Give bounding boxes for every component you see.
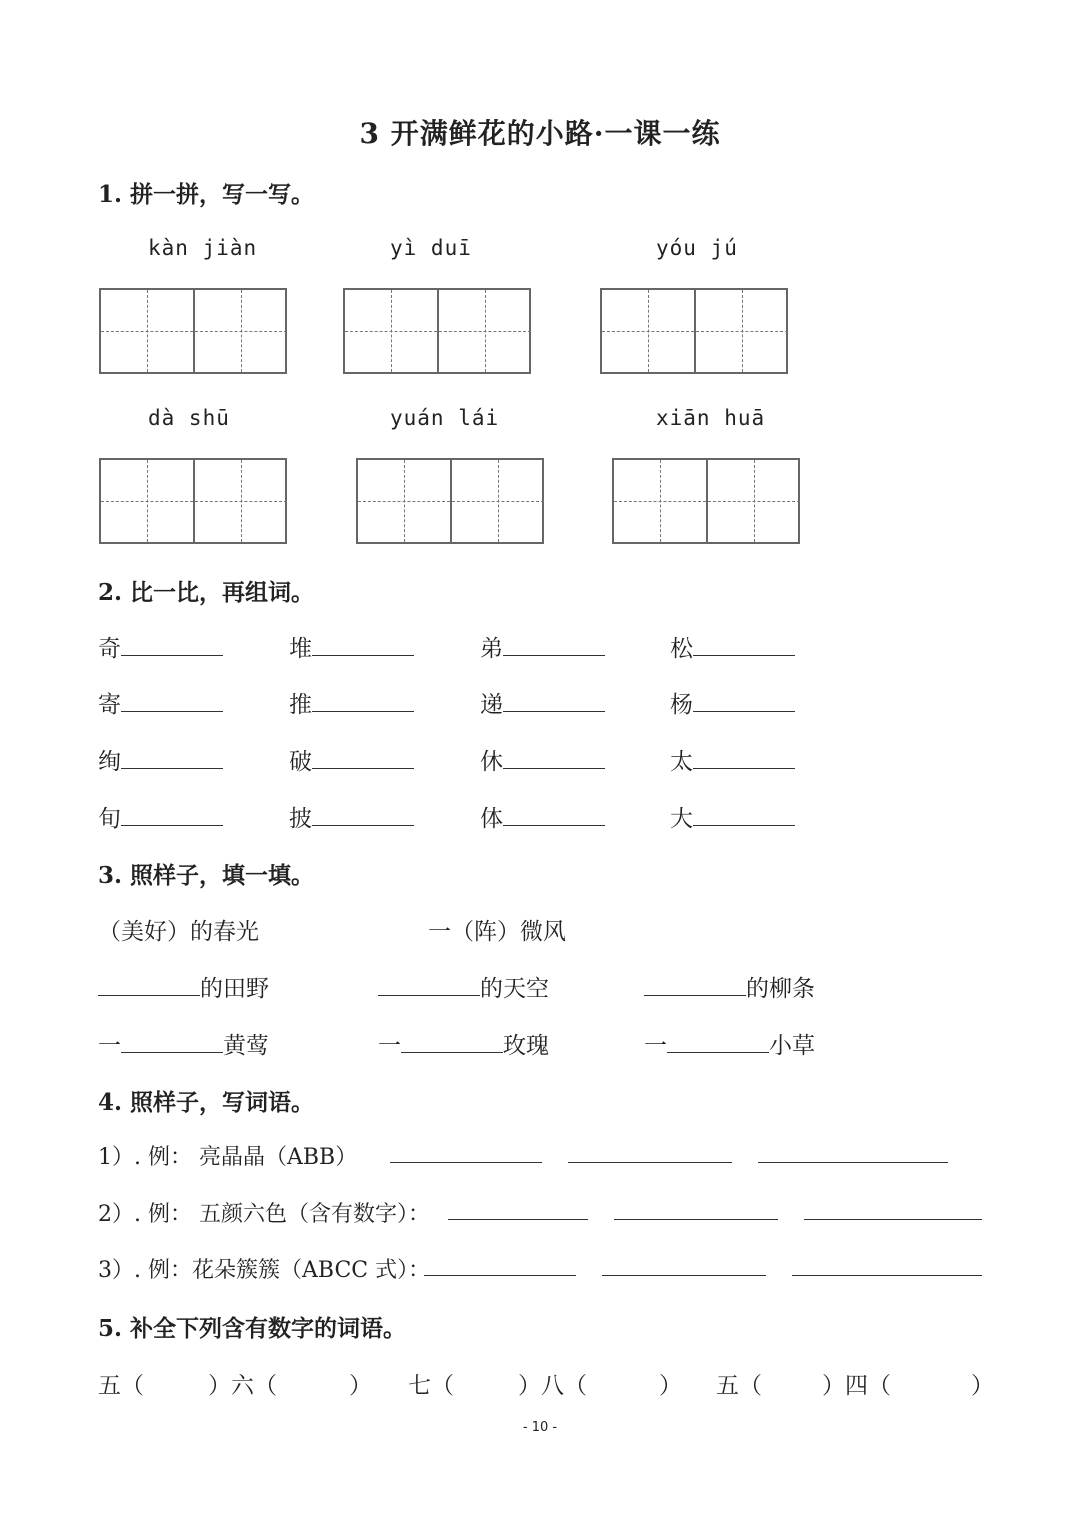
compare-item: 绚	[98, 743, 223, 776]
answer-blank[interactable]	[614, 1197, 778, 1220]
compare-item: 寄	[98, 686, 223, 719]
answer-blank[interactable]	[503, 746, 605, 769]
fill-item: 的天空	[378, 970, 549, 1003]
pinyin-2: yì duī	[390, 236, 472, 260]
section-5-heading: 5. 补全下列含有数字的词语。	[98, 1315, 407, 1342]
answer-blank[interactable]	[390, 1140, 542, 1163]
compare-item: 弟	[480, 630, 605, 663]
answer-blank[interactable]	[312, 633, 414, 656]
answer-blank[interactable]	[804, 1197, 982, 1220]
answer-blank[interactable]	[693, 803, 795, 826]
write-words-2: 2）. 例： 五颜六色（含有数字）：	[98, 1202, 430, 1227]
compare-item: 太	[670, 743, 795, 776]
writing-grid[interactable]	[99, 288, 287, 374]
compare-item: 大	[670, 800, 795, 833]
writing-grid[interactable]	[356, 458, 544, 544]
compare-item: 杨	[670, 686, 795, 719]
compare-item: 递	[480, 686, 605, 719]
writing-grid[interactable]	[343, 288, 531, 374]
section-4-heading: 4. 照样子，写词语。	[98, 1089, 315, 1116]
answer-blank[interactable]	[121, 1030, 223, 1053]
answer-blank[interactable]	[121, 689, 223, 712]
fill-item: 的柳条	[644, 970, 815, 1003]
answer-blank[interactable]	[792, 1253, 982, 1276]
compare-item: 推	[289, 686, 414, 719]
answer-blank[interactable]	[312, 746, 414, 769]
pinyin-6: xiān huā	[656, 406, 766, 430]
answer-blank[interactable]	[667, 1030, 769, 1053]
answer-blank[interactable]	[121, 746, 223, 769]
page-number: - 10 -	[522, 1420, 558, 1435]
fill-item: 一 黄莺	[98, 1027, 269, 1060]
answer-blank[interactable]	[693, 633, 795, 656]
compare-item: 披	[289, 800, 414, 833]
writing-grid[interactable]	[99, 458, 287, 544]
writing-grid[interactable]	[612, 458, 800, 544]
answer-blank[interactable]	[312, 689, 414, 712]
answer-blank[interactable]	[602, 1253, 766, 1276]
answer-blank[interactable]	[121, 803, 223, 826]
compare-item: 奇	[98, 630, 223, 663]
compare-item: 松	[670, 630, 795, 663]
write-words-3: 3）. 例：花朵簇簇（ABCC 式）：	[98, 1258, 431, 1283]
answer-blank[interactable]	[693, 689, 795, 712]
page-title: 3 开满鲜花的小路·一课一练	[359, 117, 721, 150]
compare-item: 堆	[289, 630, 414, 663]
example-text: 一（阵）微风	[428, 919, 566, 945]
answer-blank[interactable]	[758, 1140, 948, 1163]
answer-blank[interactable]	[568, 1140, 732, 1163]
answer-blank[interactable]	[693, 746, 795, 769]
pinyin-1: kàn jiàn	[148, 236, 258, 260]
pinyin-4: dà shū	[148, 406, 230, 430]
compare-item: 休	[480, 743, 605, 776]
answer-blank[interactable]	[448, 1197, 588, 1220]
compare-item: 体	[480, 800, 605, 833]
compare-item: 破	[289, 743, 414, 776]
fill-item: 一 玫瑰	[378, 1027, 549, 1060]
section-2-heading: 2. 比一比，再组词。	[98, 579, 315, 606]
answer-blank[interactable]	[401, 1030, 503, 1053]
fill-item: 的田野	[98, 970, 269, 1003]
fill-item: 一 小草	[644, 1027, 815, 1060]
answer-blank[interactable]	[503, 803, 605, 826]
number-word-3: 五（ ）四（ ）	[716, 1373, 994, 1399]
answer-blank[interactable]	[424, 1253, 576, 1276]
answer-blank[interactable]	[503, 689, 605, 712]
answer-blank[interactable]	[312, 803, 414, 826]
compare-item: 旬	[98, 800, 223, 833]
pinyin-5: yuán lái	[390, 406, 500, 430]
answer-blank[interactable]	[121, 633, 223, 656]
write-words-1: 1）. 例： 亮晶晶（ABB）	[98, 1145, 358, 1170]
number-word-1: 五（ ）六（ ）	[98, 1373, 372, 1399]
answer-blank[interactable]	[503, 633, 605, 656]
answer-blank[interactable]	[644, 973, 746, 996]
number-word-2: 七（ ）八（ ）	[408, 1373, 682, 1399]
section-3-heading: 3. 照样子，填一填。	[98, 862, 315, 889]
example-text: （美好）的春光	[98, 919, 259, 945]
answer-blank[interactable]	[378, 973, 480, 996]
answer-blank[interactable]	[98, 973, 200, 996]
pinyin-3: yóu jú	[656, 236, 738, 260]
section-1-heading: 1. 拼一拼，写一写。	[98, 181, 315, 208]
writing-grid[interactable]	[600, 288, 788, 374]
